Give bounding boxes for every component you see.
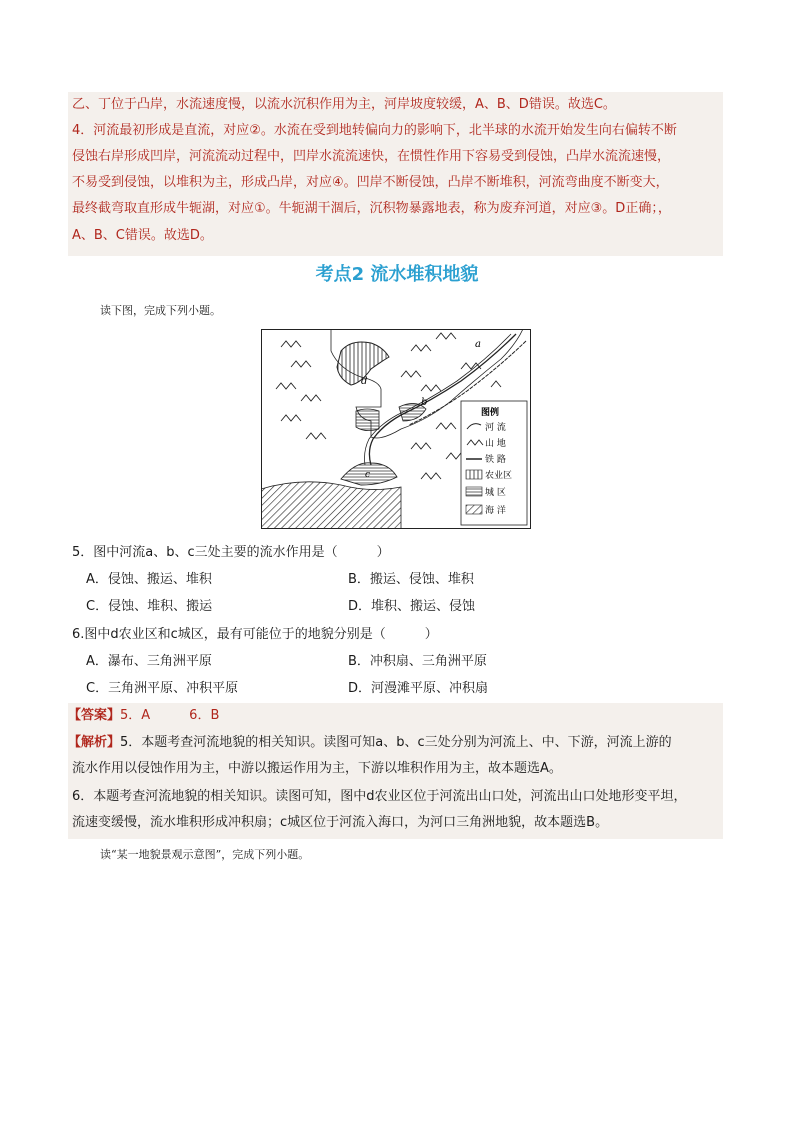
legend-city-icon [466, 487, 482, 496]
legend-railway: 铁 路 [485, 455, 506, 465]
question-6-stem: 6.图中d农业区和c城区，最有可能位于的地貌分别是（ ） [72, 627, 438, 642]
river-landform-map [261, 329, 531, 529]
answer-text: 5．A 6．B [120, 708, 220, 723]
prev-analysis-line-3: 侵蚀右岸形成凹岸，河流流动过程中，凹岸水流流速快，在惯性作用下容易受到侵蚀，凸岸水流流速慢， [72, 149, 671, 164]
prev-analysis-line-6: A、B、C错误。故选D。 [72, 228, 213, 243]
legend-agriculture-icon [466, 470, 482, 479]
q5-option-b[interactable]: B．搬运、侵蚀、堆积 [348, 572, 474, 587]
label-c: c [365, 470, 371, 480]
q6-option-a[interactable]: A．瀑布、三角洲平原 [86, 654, 212, 669]
legend-city: 城 区 [485, 488, 506, 498]
legend-title: 图例 [481, 408, 500, 418]
legend-ocean-icon [466, 505, 482, 514]
intro-text-2: 读“某一地貌景观示意图”，完成下列小题。 [100, 848, 310, 861]
q5-option-a[interactable]: A．侵蚀、搬运、堆积 [86, 572, 212, 587]
label-b: b [421, 397, 428, 408]
section-title: 考点2 流水堆积地貌 [315, 264, 479, 285]
q5-option-c[interactable]: C．侵蚀、堆积、搬运 [86, 599, 213, 614]
label-a: a [475, 339, 481, 350]
prev-analysis-line-1: 乙、丁位于凸岸，水流速度慢，以流水沉积作用为主，河岸坡度较缓，A、B、D错误。故选C。 [72, 97, 616, 112]
analysis-line-3: 6．本题考查河流地貌的相关知识。读图可知，图中d农业区位于河流出山口处，河流出山口处地形变平坦， [72, 789, 687, 804]
analysis-line-1: 5．本题考查河流地貌的相关知识。读图可知a、b、c三处分别为河流上、中、下游，河流上游的 [120, 735, 672, 750]
intro-text: 读下图，完成下列小题。 [100, 304, 221, 317]
legend-mountain: 山 地 [485, 439, 506, 449]
prev-analysis-line-2: 4．河流最初形成是直流，对应②。水流在受到地转偏向力的影响下，北半球的水流开始发生向右偏转不断 [72, 123, 677, 138]
legend-agriculture: 农业区 [485, 471, 513, 481]
prev-analysis-line-5: 最终截弯取直形成牛轭湖，对应①。牛轭湖干涸后，沉积物暴露地表，称为废弃河道，对应③。D正确；， [72, 201, 671, 216]
legend-ocean: 海 洋 [485, 506, 506, 516]
answer-label: 【答案】 [68, 708, 121, 723]
analysis-line-2: 流水作用以侵蚀作用为主，中游以搬运作用为主，下游以堆积作用为主，故本题选A。 [72, 761, 562, 776]
q6-option-b[interactable]: B．冲积扇、三角洲平原 [348, 654, 487, 669]
q5-option-d[interactable]: D．堆积、搬运、侵蚀 [348, 599, 476, 614]
q6-option-d[interactable]: D．河漫滩平原、冲积扇 [348, 681, 489, 696]
legend-river: 河 流 [485, 423, 506, 433]
analysis-label: 【解析】 [68, 735, 121, 750]
analysis-line-1-wrap [68, 733, 672, 753]
label-d: d [361, 376, 368, 387]
prev-analysis-line-4: 不易受到侵蚀，以堆积为主，形成凸岸，对应④。凹岸不断侵蚀，凸岸不断堆积，河流弯曲度不断变大， [72, 175, 669, 190]
question-5-stem: 5．图中河流a、b、c三处主要的流水作用是（ ） [72, 545, 390, 560]
answer-line [68, 706, 219, 726]
analysis-line-4: 流速变缓慢，流水堆积形成冲积扇；c城区位于河流入海口，为河口三角洲地貌，故本题选B。 [72, 815, 609, 830]
q6-option-c[interactable]: C．三角洲平原、冲积平原 [86, 681, 239, 696]
alluvial-fan [356, 409, 379, 431]
